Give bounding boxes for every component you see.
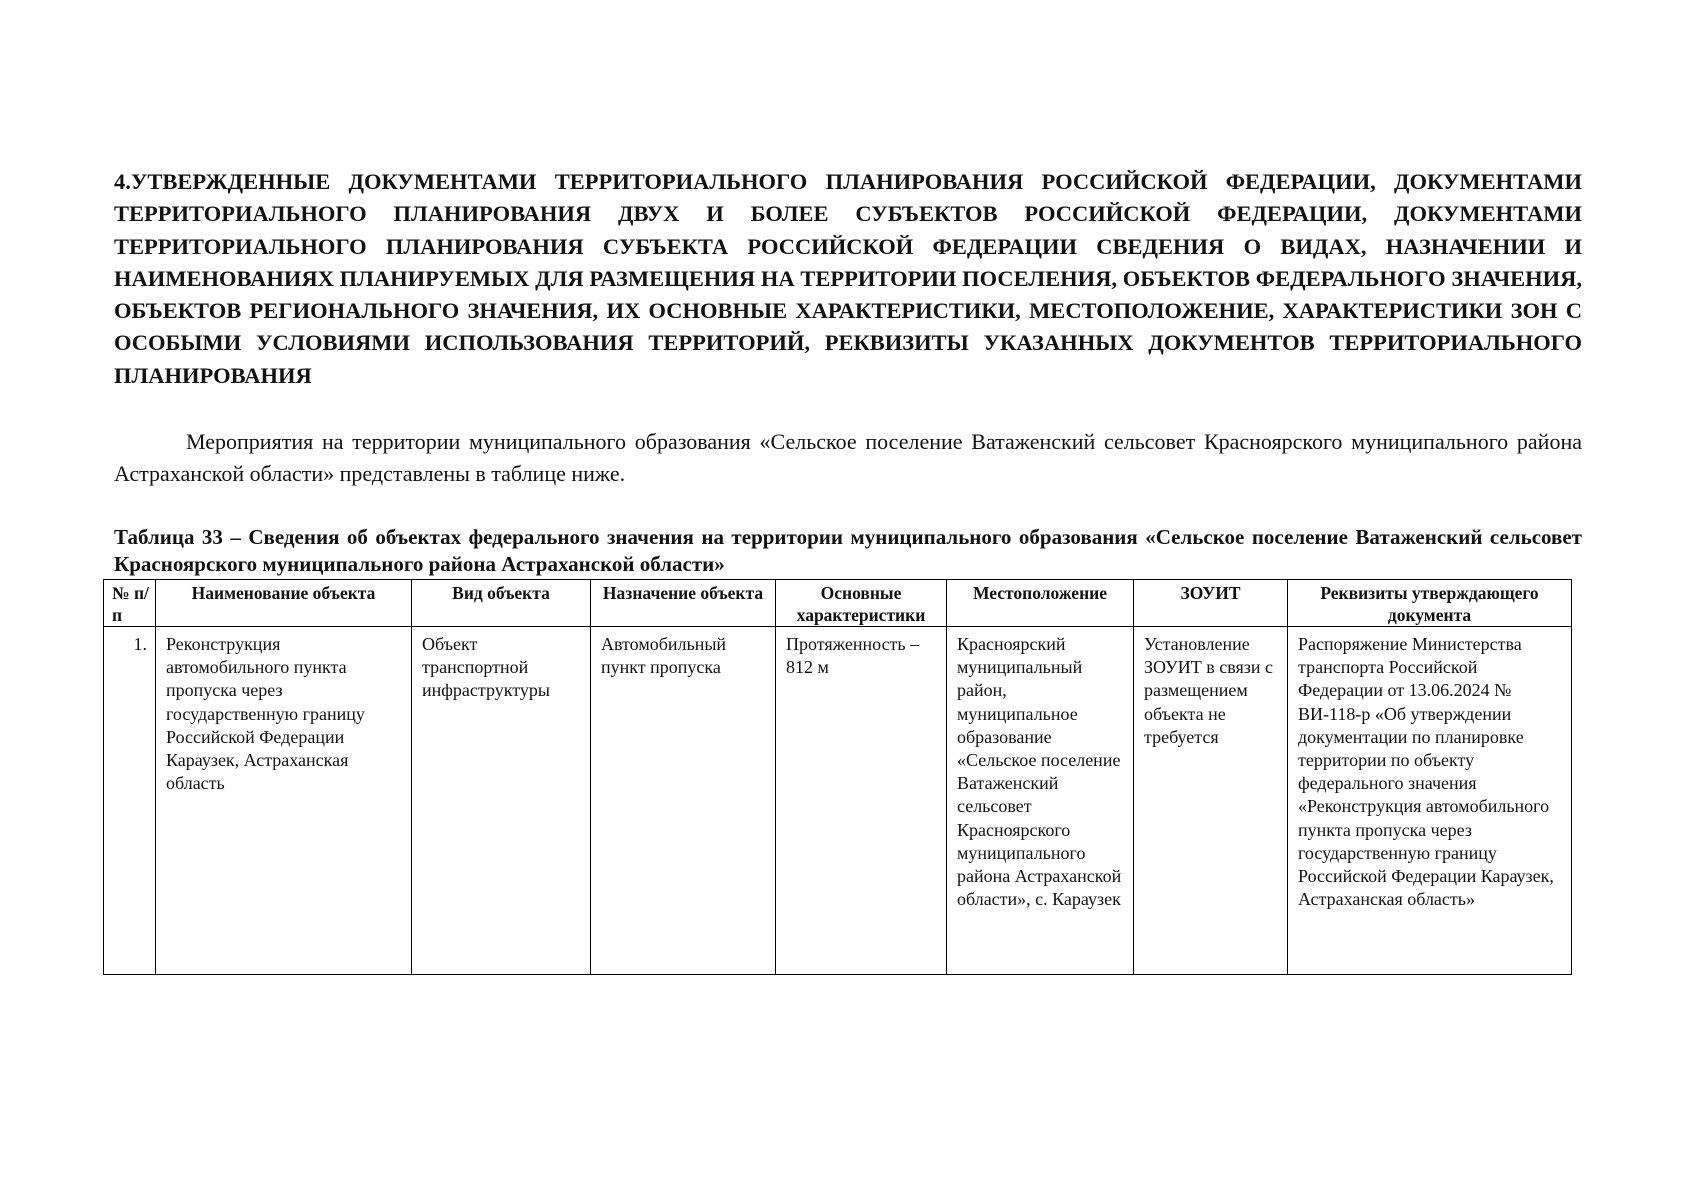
cell-location: Красноярский муниципальный район, муниципальное образование «Сельское поселение Ватаженский сельсовет Красноярского муниципального района Астраханской области», с. Караузек [947,627,1134,975]
header-zouit: ЗОУИТ [1134,580,1288,627]
header-object-type: Вид объекта [412,580,591,627]
cell-object-type: Объект транспортной инфраструктуры [412,627,591,975]
header-location: Местоположение [947,580,1134,627]
header-main-characteristics: Основные характеристики [776,580,947,627]
section-heading: 4.УТВЕРЖДЕННЫЕ ДОКУМЕНТАМИ ТЕРРИТОРИАЛЬНОГО ПЛАНИРОВАНИЯ РОССИЙСКОЙ ФЕДЕРАЦИИ, ДОКУМЕНТАМИ ТЕРРИТОРИАЛЬНОГО ПЛАНИРОВАНИЯ ДВУХ И БОЛЕЕ СУБЪЕКТОВ РОССИЙСКОЙ ФЕДЕРАЦИИ, ДОКУМЕНТАМИ ТЕРРИТОРИАЛЬНОГО ПЛАНИРОВАНИЯ СУБЪЕКТА РОССИЙСКОЙ ФЕДЕРАЦИИ СВЕДЕНИЯ О ВИДАХ, НАЗНАЧЕНИИ И НАИМЕНОВАНИЯХ ПЛАНИРУЕМЫХ ДЛЯ РАЗМЕЩЕНИЯ НА ТЕРРИТОРИИ ПОСЕЛЕНИЯ, ОБЪЕКТОВ ФЕДЕРАЛЬНОГО ЗНАЧЕНИЯ, ОБЪЕКТОВ РЕГИОНАЛЬНОГО ЗНАЧЕНИЯ, ИХ ОСНОВНЫЕ ХАРАКТЕРИСТИКИ, МЕСТОПОЛОЖЕНИЕ, ХАРАКТЕРИСТИКИ ЗОН С ОСОБЫМИ УСЛОВИЯМИ ИСПОЛЬЗОВАНИЯ ТЕРРИТОРИЙ, РЕКВИЗИТЫ УКАЗАННЫХ ДОКУМЕНТОВ ТЕРРИТОРИАЛЬНОГО ПЛАНИРОВАНИЯ [114,169,1582,388]
cell-object-purpose: Автомобильный пункт пропуска [591,627,776,975]
table-caption: Таблица 33 – Сведения об объектах федерального значения на территории муниципального образования «Сельское поселение Ватаженский сельсовет Красноярского муниципального района Астраханской области» [114,525,1582,576]
header-number: № п/п [104,580,156,627]
table-row [104,627,1572,975]
cell-zouit: Установление ЗОУИТ в связи с размещением объекта не требуется [1134,627,1288,975]
header-object-name: Наименование объекта [156,580,412,627]
cell-object-name: Реконструкция автомобильного пункта пропуска через государственную границу Российской Федерации Караузек, Астраханская область [156,627,412,975]
federal-objects-table [103,579,1572,975]
cell-document-details: Распоряжение Министерства транспорта Российской Федерации от 13.06.2024 № ВИ-118-р «Об утверждении документации по планировке территории по объекту федерального значения «Реконструкция автомобильного пункта пропуска через государственную границу Российской Федерации Караузек, Астраханская область» [1288,627,1572,975]
cell-main-characteristics: Протяженность – 812 м [776,627,947,975]
intro-paragraph: Мероприятия на территории муниципального образования «Сельское поселение Ватаженский сельсовет Красноярского муниципального района Астраханской области» представлены в таблице ниже. [114,429,1582,486]
table-header-row [104,580,1572,627]
header-document-details: Реквизиты утверждающего документа [1288,580,1572,627]
cell-number: 1. [104,627,156,975]
header-object-purpose: Назначение объекта [591,580,776,627]
